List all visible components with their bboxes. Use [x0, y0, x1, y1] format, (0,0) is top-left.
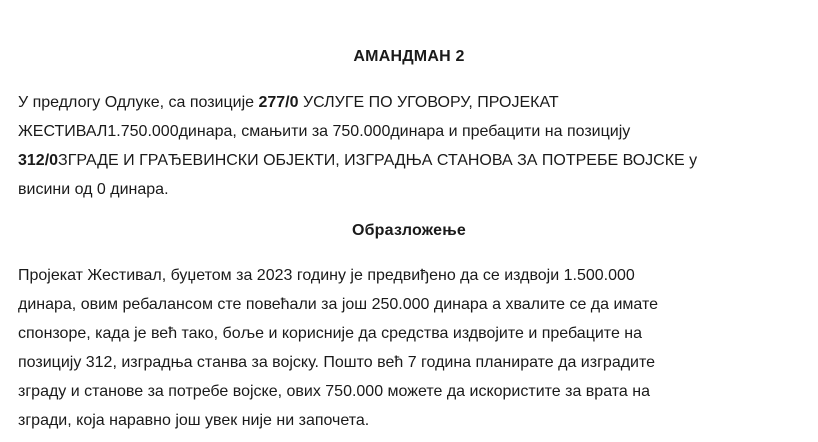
amendment-line-4: висини од 0 динара.: [18, 181, 169, 198]
amendment-line-1-pre: У предлогу Одлуке, са позиције: [18, 94, 259, 111]
position-to-code: 312/0: [18, 152, 59, 169]
explanation-line: згради, која наравно још увек није ни започета.: [18, 412, 370, 429]
explanation-line: спонзоре, када је већ тако, боље и корисније да средства издвојите и пребаците на: [18, 325, 643, 342]
position-from-code: 277/0: [258, 94, 299, 111]
document-title: АМАНДМАН 2: [353, 48, 465, 65]
explanation-paragraph: [18, 261, 808, 435]
explanation-line: зграду и станове за потребе војске, ових 750.000 можете да искористите за врата на: [18, 383, 650, 400]
amendment-line-3: [18, 146, 808, 175]
amendment-line-2: ЖЕСТИВАЛ1.750.000динара, смањити за 750.000динара и пребацити на позицију: [18, 123, 631, 140]
amendment-paragraph: [18, 88, 808, 204]
amendment-line-1-post: УСЛУГЕ ПО УГОВОРУ, ПРОЈЕКАТ: [298, 94, 559, 111]
explanation-heading: Образложење: [351, 222, 467, 239]
explanation-line: Пројекат Жестивал, буџетом за 2023 годину је предвиђено да се издвоји 1.500.000: [18, 267, 635, 284]
amendment-line-1: [18, 88, 808, 117]
explanation-line: динара, овим ребалансом сте повећали за још 250.000 динара а хвалите се да имате: [18, 296, 658, 313]
explanation-line: позицију 312, изградња станва за војску. Пошто већ 7 година планирате да изградите: [18, 354, 656, 371]
amendment-line-3-post: ЗГРАДЕ И ГРАЂЕВИНСКИ ОБЈЕКТИ, ИЗГРАДЊА СТАНОВА ЗА ПОТРЕБЕ ВОЈСКЕ у: [58, 152, 698, 169]
